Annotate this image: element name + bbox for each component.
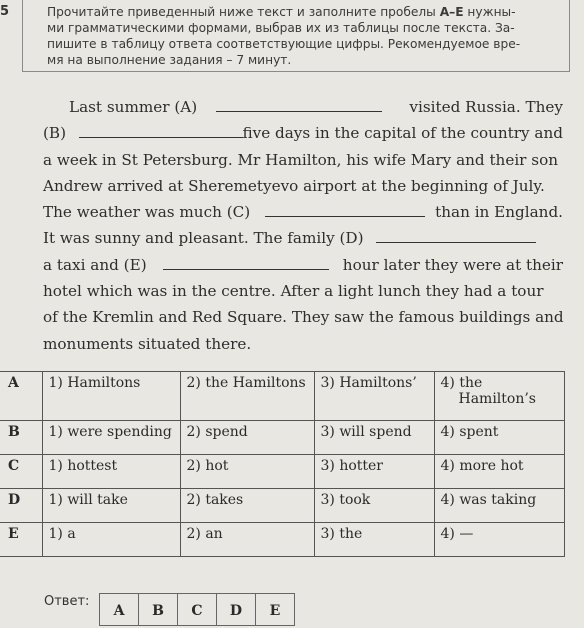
option-cell: 3) hotter [314, 455, 434, 489]
option-cell [434, 421, 564, 455]
passage-text: Last summer (A) [69, 98, 198, 116]
option-cell [434, 455, 564, 489]
passage-line: Andrew arrived at Sheremetyevo airport at the beginning of July. [43, 176, 545, 195]
answer-label: Ответ: [44, 594, 90, 609]
passage [43, 94, 563, 357]
answer-cell[interactable]: B [138, 593, 178, 626]
passage-line [43, 199, 563, 225]
option-cell: 3) Hamiltons’ [314, 372, 434, 421]
table-row [0, 421, 564, 455]
option-cell: 2) spend [180, 421, 314, 455]
answer-cell[interactable]: C [177, 593, 217, 626]
option-text: 4) was taking [440, 492, 537, 508]
blank-d [376, 227, 536, 243]
instruction-line-2: ми грамматическими формами, выбрав их из таблицы после текста. За- [47, 21, 515, 35]
option-cell: 1) were spending [42, 421, 180, 455]
passage-text: It was sunny and pleasant. The family (D) [43, 229, 364, 248]
passage-line [43, 225, 563, 251]
answer-grid [100, 593, 295, 626]
option-cell: 1) a [42, 523, 180, 557]
blank-a [216, 96, 382, 112]
passage-line: a week in St Petersburg. Mr Hamilton, his wife Mary and their son [43, 150, 558, 169]
row-letter: E [0, 523, 42, 557]
passage-line: monuments situated there. [43, 334, 252, 353]
answer-cell[interactable]: A [99, 593, 139, 626]
passage-text: The weather was much (C) [43, 203, 251, 222]
option-cell: 2) hot [180, 455, 314, 489]
option-cell: 3) the [314, 523, 434, 557]
instruction-line-3: пишите в таблицу ответа соответствующие цифры. Рекомендуемое вре- [47, 37, 521, 51]
row-letter: D [0, 489, 42, 523]
table-row [0, 372, 564, 421]
passage-line [43, 120, 563, 146]
option-cell: 2) an [180, 523, 314, 557]
option-cell: 3) will spend [314, 421, 434, 455]
passage-text: a taxi and (E) [43, 255, 147, 274]
option-cell: 1) will take [42, 489, 180, 523]
option-cell [434, 489, 564, 523]
option-cell: 1) hottest [42, 455, 180, 489]
option-cell: 1) Hamiltons [42, 372, 180, 421]
instruction-bold: А–Е [439, 5, 464, 19]
instruction-line-1 [47, 4, 561, 20]
blank-c [265, 201, 425, 217]
answer-cell[interactable]: D [216, 593, 256, 626]
option-cell [434, 523, 564, 557]
instruction-text: Прочитайте приведенный ниже текст и заполните пробелы [47, 5, 440, 19]
blank-e [163, 254, 329, 270]
table-row [0, 455, 564, 489]
blank-b [79, 122, 243, 138]
option-cell: 2) the Hamiltons [180, 372, 314, 421]
passage-text: five days in the capital of the country and [242, 124, 563, 143]
passage-text: than in England. [435, 203, 563, 222]
passage-text: (B) [43, 124, 67, 143]
option-text: 4) — [440, 526, 474, 542]
row-letter: C [0, 455, 42, 489]
option-cell: 3) took [314, 489, 434, 523]
option-text: 4) the [440, 375, 483, 391]
option-text: 4) more hot [440, 458, 524, 474]
task-number: 5 [0, 4, 10, 19]
row-letter: B [0, 421, 42, 455]
table-row [0, 523, 564, 557]
option-text: 4) spent [440, 424, 499, 440]
instruction-box [22, 0, 570, 72]
passage-line: hotel which was in the centre. After a light lunch they had a tour [43, 282, 544, 301]
options-table [0, 371, 565, 557]
instruction-text: нужны- [463, 5, 516, 19]
passage-text: visited Russia. They [409, 98, 563, 116]
table-row [0, 489, 564, 523]
passage-text: hour later they were at their [342, 255, 563, 274]
passage-line: of the Kremlin and Red Square. They saw the famous buildings and [43, 308, 564, 327]
instruction-line-4: мя на выполнение задания – 7 минут. [47, 53, 292, 67]
passage-line [43, 94, 563, 120]
passage-line [43, 252, 563, 278]
answer-cell[interactable]: E [255, 593, 295, 626]
option-cell [434, 372, 564, 421]
row-letter: A [0, 372, 42, 421]
option-text: Hamilton’s [458, 391, 536, 407]
option-cell: 2) takes [180, 489, 314, 523]
